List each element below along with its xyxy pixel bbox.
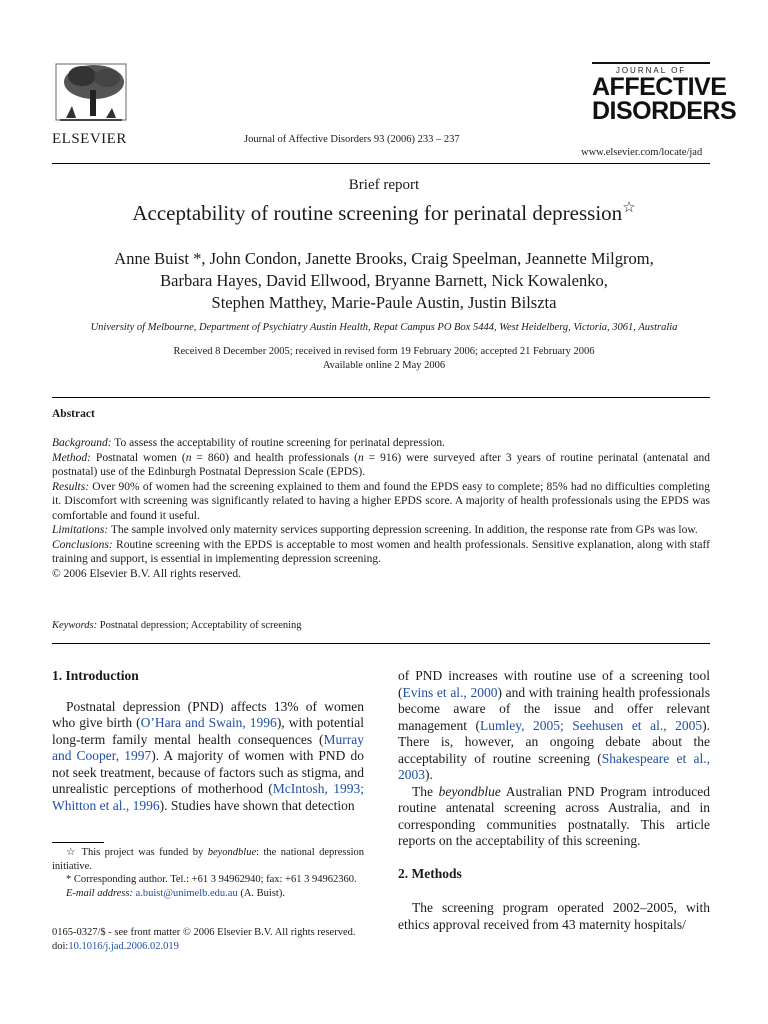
dates-block: [0, 345, 768, 373]
footnote-email: E-mail address: a.buist@unimelb.edu.au (A. Buist).: [66, 887, 285, 899]
author-list: [0, 248, 768, 314]
keywords-label: Keywords:: [52, 620, 98, 631]
elsevier-tree-logo: [52, 62, 130, 124]
affiliation: University of Melbourne, Department of Psychiatry Austin Health, Repat Campus PO Box 5444, West Heidelberg, Victoria, 3061, Australia: [90, 322, 678, 333]
journal-citation: Journal of Affective Disorders 93 (2006) 233 – 237: [244, 134, 460, 145]
section-heading-methods: 2. Methods: [398, 865, 462, 881]
abstract-limitations: Limitations: The sample involved only maternity services supporting depression screening. In addition, the response rate from GPs was low.: [52, 524, 698, 536]
journal-url[interactable]: www.elsevier.com/locate/jad: [581, 147, 703, 158]
abstract-body: [52, 436, 710, 581]
citation-link[interactable]: Shakespeare et al., 2003: [398, 750, 711, 782]
footnote-divider: [52, 842, 104, 843]
abstract-heading: Abstract: [52, 408, 95, 420]
received-dates: Received 8 December 2005; received in revised form 19 February 2006; accepted 21 February 2006: [173, 346, 595, 357]
abstract-results: Results: Over 90% of women had the screening explained to them and found the EPDS easy to complete; 85% had no difficulties completing it. Discomfort with screening was significantly related to having a higher EPDS score. A majority of health professionals using the EPDS was comfortable and found it useful.: [52, 480, 710, 522]
journal-logo-top: JOURNAL OF: [592, 62, 710, 75]
article-type: Brief report: [348, 177, 420, 193]
article-title: [0, 201, 768, 226]
title-footnote-mark[interactable]: ☆: [622, 200, 636, 216]
citation-link[interactable]: Murray and Cooper, 1997: [52, 731, 364, 763]
journal-logo-line1: AFFECTIVE: [592, 73, 727, 101]
publisher-name: ELSEVIER: [52, 131, 127, 147]
article-title-text: Acceptability of routine screening for perinatal depression: [132, 201, 623, 225]
abstract-conclusions: Conclusions: Routine screening with the EPDS is acceptable to most women and health professionals. Sensitive explanation, along with staff training and support, is essential in implementing depression screening.: [52, 538, 710, 565]
section-heading-introduction: 1. Introduction: [52, 668, 139, 683]
methods-paragraph: The screening program operated 2002–2005, with ethics approval received from 43 maternity hospitals/: [398, 900, 710, 932]
abstract-top-divider: [52, 397, 710, 398]
abstract-method: Method: Postnatal women (n = 860) and health professionals (n = 916) were surveyed after 3 years of routine perinatal (antenatal and postnatal) use of the Edinburgh Postnatal Depression Scale (EPDS).: [52, 451, 710, 478]
intro-paragraph-2: The beyondblue Australian PND Program introduced routine antenatal screening across Australia, and in corresponding communities postnatally. This article reports on the acceptability of this screening.: [398, 783, 710, 848]
email-link[interactable]: a.buist@unimelb.edu.au: [135, 887, 238, 899]
intro-continuation: of PND increases with routine use of a screening tool (Evins et al., 2000) and with training health professionals become aware of the issue and offer relevant management (Lumley, 2005; Seehusen et al., 2005). There is, however, an ongoing debate about the acceptability of routine screening (Shakespeare et al., 2003).: [398, 668, 711, 782]
front-matter: [52, 926, 355, 953]
abstract-background: Background: To assess the acceptability of routine screening for perinatal depression.: [52, 437, 445, 449]
keywords-text: Postnatal depression; Acceptability of screening: [97, 620, 302, 631]
front-matter-line: 0165-0327/$ - see front matter © 2006 Elsevier B.V. All rights reserved.: [52, 927, 356, 938]
left-column: [52, 668, 364, 814]
authors-line: Barbara Hayes, David Ellwood, Bryanne Barnett, Nick Kowalenko,: [160, 271, 608, 290]
intro-paragraph: Postnatal depression (PND) affects 13% of women who give birth (O’Hara and Swain, 1996), with potential long-term family mental health consequences (Murray and Cooper, 1997). A majority of women with PND do not seek treatment, because of factors such as stigma, and unrealistic perceptions of motherhood (McIntosh, 1993; Whitton et al., 1996). Studies have shown that detection: [52, 698, 365, 813]
footnote-corresponding: * Corresponding author. Tel.: +61 3 94962940; fax: +61 3 94962360.: [66, 874, 357, 885]
footnotes: [52, 846, 364, 900]
abstract-copyright: © 2006 Elsevier B.V. All rights reserved.: [52, 567, 241, 580]
journal-logo-line2: DISORDERS: [592, 97, 737, 125]
right-column: [398, 668, 710, 933]
citation-link[interactable]: Evins et al., 2000: [402, 684, 498, 700]
keywords: [52, 620, 302, 631]
abstract-bottom-divider: [52, 643, 710, 644]
header-divider: [52, 163, 710, 164]
doi-line: doi:10.1016/j.jad.2006.02.019: [52, 940, 179, 952]
citation-link[interactable]: O’Hara and Swain, 1996: [140, 715, 277, 730]
authors-line: Anne Buist *, John Condon, Janette Brooks, Craig Speelman, Jeannette Milgrom,: [114, 249, 654, 268]
authors-line: Stephen Matthey, Marie-Paule Austin, Justin Bilszta: [211, 293, 557, 312]
available-online: Available online 2 May 2006: [322, 360, 446, 371]
journal-logo: [592, 62, 737, 125]
citation-link[interactable]: Lumley, 2005; Seehusen et al., 2005: [480, 717, 703, 733]
doi-link[interactable]: 10.1016/j.jad.2006.02.019: [68, 940, 179, 952]
citation-link[interactable]: McIntosh, 1993; Whitton et al., 1996: [52, 781, 365, 813]
footnote-funding: ☆ This project was funded by beyondblue: the national depression initiative.: [52, 847, 364, 872]
